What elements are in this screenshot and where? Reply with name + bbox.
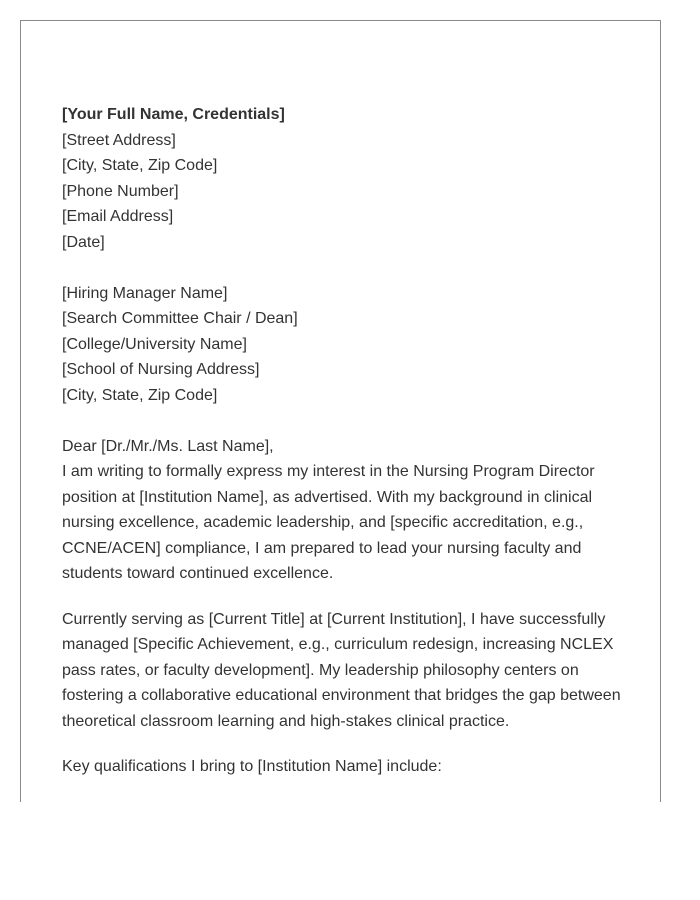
- spacer: [62, 587, 642, 607]
- recipient-college: [College/University Name]: [62, 335, 247, 353]
- sender-city: [City, State, Zip Code]: [62, 157, 218, 174]
- paragraph-line: managed [Specific Achievement, e.g., curriculum redesign, increasing NCLEX: [62, 636, 614, 653]
- recipient-manager: [Hiring Manager Name]: [62, 284, 228, 302]
- recipient-address: [School of Nursing Address]: [62, 361, 260, 378]
- paragraph-line: students toward continued excellence.: [62, 565, 334, 582]
- sender-block: [62, 102, 642, 255]
- spacer: [62, 408, 642, 434]
- paragraph-experience: [62, 607, 642, 735]
- sender-street: [Street Address]: [62, 131, 176, 149]
- paragraph-intro: [62, 459, 642, 587]
- recipient-block: [62, 281, 642, 409]
- paragraph-line: pass rates, or faculty development]. My leadership philosophy centers on: [62, 661, 579, 679]
- spacer: [62, 734, 642, 754]
- spacer: [62, 255, 642, 281]
- paragraph-line: CCNE/ACEN] compliance, I am prepared to lead your nursing faculty and: [62, 539, 582, 557]
- sender-name: [Your Full Name, Credentials]: [62, 106, 285, 123]
- paragraph-line: position at [Institution Name], as advertised. With my background in clinical: [62, 488, 593, 506]
- paragraph-line: theoretical classroom learning and high-stakes clinical practice.: [62, 712, 510, 730]
- paragraph-line: I am writing to formally express my interest in the Nursing Program Director: [62, 463, 595, 480]
- paragraph-line: nursing excellence, academic leadership, and [specific accreditation, e.g.,: [62, 514, 584, 531]
- salutation: Dear [Dr./Mr./Ms. Last Name],: [62, 437, 274, 455]
- paragraph-line: Currently serving as [Current Title] at [Current Institution], I have successfully: [62, 610, 606, 628]
- sender-phone: [Phone Number]: [62, 182, 179, 200]
- sender-email: [Email Address]: [62, 208, 174, 225]
- paragraph-qualifications: Key qualifications I bring to [Institution Name] include:: [62, 758, 442, 775]
- recipient-city: [City, State, Zip Code]: [62, 386, 218, 404]
- letter-body: [62, 102, 642, 780]
- recipient-chair: [Search Committee Chair / Dean]: [62, 310, 298, 327]
- letter-date: [Date]: [62, 233, 105, 251]
- document-page: [20, 20, 661, 802]
- paragraph-line: fostering a collaborative educational environment that bridges the gap between: [62, 687, 621, 704]
